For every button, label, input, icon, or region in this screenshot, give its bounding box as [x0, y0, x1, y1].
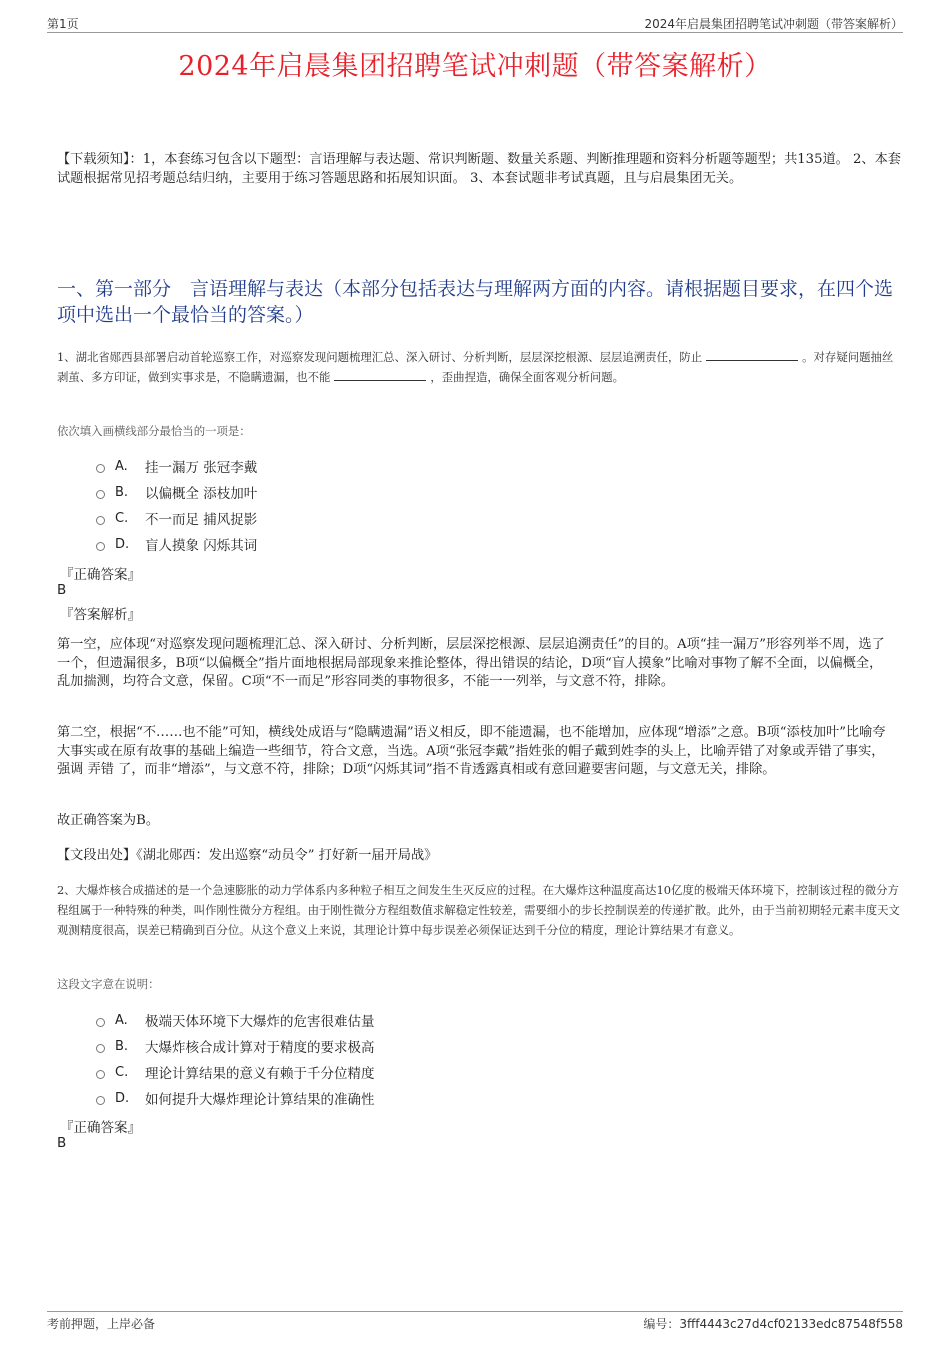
question-1-options — [96, 453, 257, 557]
page-title: 2024年启晨集团招聘笔试冲刺题（带答案解析） — [178, 51, 772, 82]
page-number: 第1页 — [47, 17, 79, 31]
radio-icon[interactable] — [96, 1070, 105, 1079]
radio-icon[interactable] — [96, 464, 105, 473]
radio-icon[interactable] — [96, 1096, 105, 1105]
radio-icon[interactable] — [96, 542, 105, 551]
question-2-stem: 2、大爆炸核合成描述的是一个急速膨胀的动力学体系内多种粒子相互之间发生生灭反应的过程。在大爆炸这种温度高达10亿度的极端天体环境下，控制该过程的微分方程组属于一种特殊的种类，叫作刚性微分方程组。由于刚性微分方程组数值求解稳定性较差，需要细小的步长控制误差的传递扩散。此外，由于当前初期轻元素丰度天文观测精度很高，误差已精确到百分位。从这个意义上来说，其理论计算中每步误差必须保证达到千分位的精度，理论计算结果才有意义。 — [57, 883, 900, 937]
question-1-stem-part1: 1、湖北省郧西县部署启动首轮巡察工作，对巡察发现问题梳理汇总、深入研讨、分析判断，层层深挖根源、层层追溯责任，防止 — [57, 350, 703, 364]
answer-value: B — [57, 1135, 67, 1151]
option-c[interactable]: C. 理论计算结果的意义有赖于千分位精度 — [96, 1059, 375, 1085]
answer-label: 『正确答案』 — [60, 567, 141, 583]
question-1-stem-part3: ，歪曲捏造，确保全面客观分析问题。 — [430, 370, 625, 384]
page-footer — [47, 1311, 903, 1332]
question-1-prompt: 依次填入画横线部分最恰当的一项是： — [57, 424, 251, 438]
fill-blank — [334, 368, 426, 381]
analysis-label: 『答案解析』 — [60, 607, 141, 623]
section-heading: 一、第一部分 言语理解与表达（本部分包括表达与理解两方面的内容。请根据题目要求，在四个选项中选出一个最恰当的答案。） — [57, 278, 894, 326]
radio-icon[interactable] — [96, 490, 105, 499]
page-header — [47, 14, 903, 33]
answer-label: 『正确答案』 — [60, 1120, 141, 1136]
option-c[interactable]: C. 不一而足 捕风捉影 — [96, 505, 257, 531]
option-b[interactable]: B. 大爆炸核合成计算对于精度的要求极高 — [96, 1033, 375, 1059]
fill-blank — [706, 348, 798, 361]
analysis-conclusion: 故正确答案为B。 — [57, 813, 160, 828]
footer-slogan: 考前押题，上岸必备 — [47, 1317, 156, 1331]
question-1-stem — [57, 347, 902, 387]
option-b[interactable]: B. 以偏概全 添枝加叶 — [96, 479, 257, 505]
option-a[interactable]: A. 挂一漏万 张冠李戴 — [96, 453, 257, 479]
answer-value: B — [57, 582, 67, 598]
radio-icon[interactable] — [96, 1018, 105, 1027]
footer-doc-id: 编号：3fff4443c27d4cf02133edc87548f558 — [643, 1317, 903, 1331]
question-2-prompt: 这段文字意在说明： — [57, 977, 160, 991]
source-citation: 【文段出处】《湖北郧西：发出巡察“动员令” 打好新一届开局战》 — [57, 848, 438, 863]
question-1-stem-part2: 。对存疑问题抽丝剥茧、多方印证，做到实事求是，不隐瞒遗漏，也不能 — [57, 350, 894, 384]
question-2-options — [96, 1007, 375, 1111]
header-doc-title: 2024年启晨集团招聘笔试冲刺题（带答案解析） — [644, 17, 903, 31]
option-d[interactable]: D. 如何提升大爆炸理论计算结果的准确性 — [96, 1085, 375, 1111]
analysis-paragraph-2: 第二空，根据“不……也不能”可知，横线处成语与“隐瞒遗漏”语义相反，即不能遗漏，也不能增加，应体现“增添”之意。B项“添枝加叶”比喻夸大事实或在原有故事的基础上编造一些细节，符合文意，当选。A项“张冠李戴”指姓张的帽子戴到姓李的头上，比喻弄错了对象或弄错了事实，强调 弄错 了，而非“增添”，与文意不符，排除；D项“闪烁其词”指不肯透露真相或有意回避要害问题，与文意无关，排除。 — [57, 725, 886, 777]
radio-icon[interactable] — [96, 516, 105, 525]
radio-icon[interactable] — [96, 1044, 105, 1053]
option-a[interactable]: A. 极端天体环境下大爆炸的危害很难估量 — [96, 1007, 375, 1033]
option-d[interactable]: D. 盲人摸象 闪烁其词 — [96, 531, 257, 557]
analysis-paragraph-1: 第一空，应体现“对巡察发现问题梳理汇总、深入研讨、分析判断，层层深挖根源、层层追溯责任”的目的。A项“挂一漏万”形容列举不周，选了一个，但遗漏很多，B项“以偏概全”指片面地根据局部现象来推论整体，得出错误的结论，D项“盲人摸象”比喻对事物了解不全面，以偏概全，乱加揣测，均符合文意，保留。C项“不一而足”形容同类的事物很多，不能一一列举，与文意不符，排除。 — [57, 637, 885, 689]
download-notice: 【下载须知】：1，本套练习包含以下题型：言语理解与表达题、常识判断题、数量关系题、判断推理题和资料分析题等题型；共135道。 2、本套试题根据常见招考题总结归纳，主要用于练习答题思路和拓展知识面。 3、本套试题非考试真题，且与启晨集团无关。 — [57, 152, 901, 186]
